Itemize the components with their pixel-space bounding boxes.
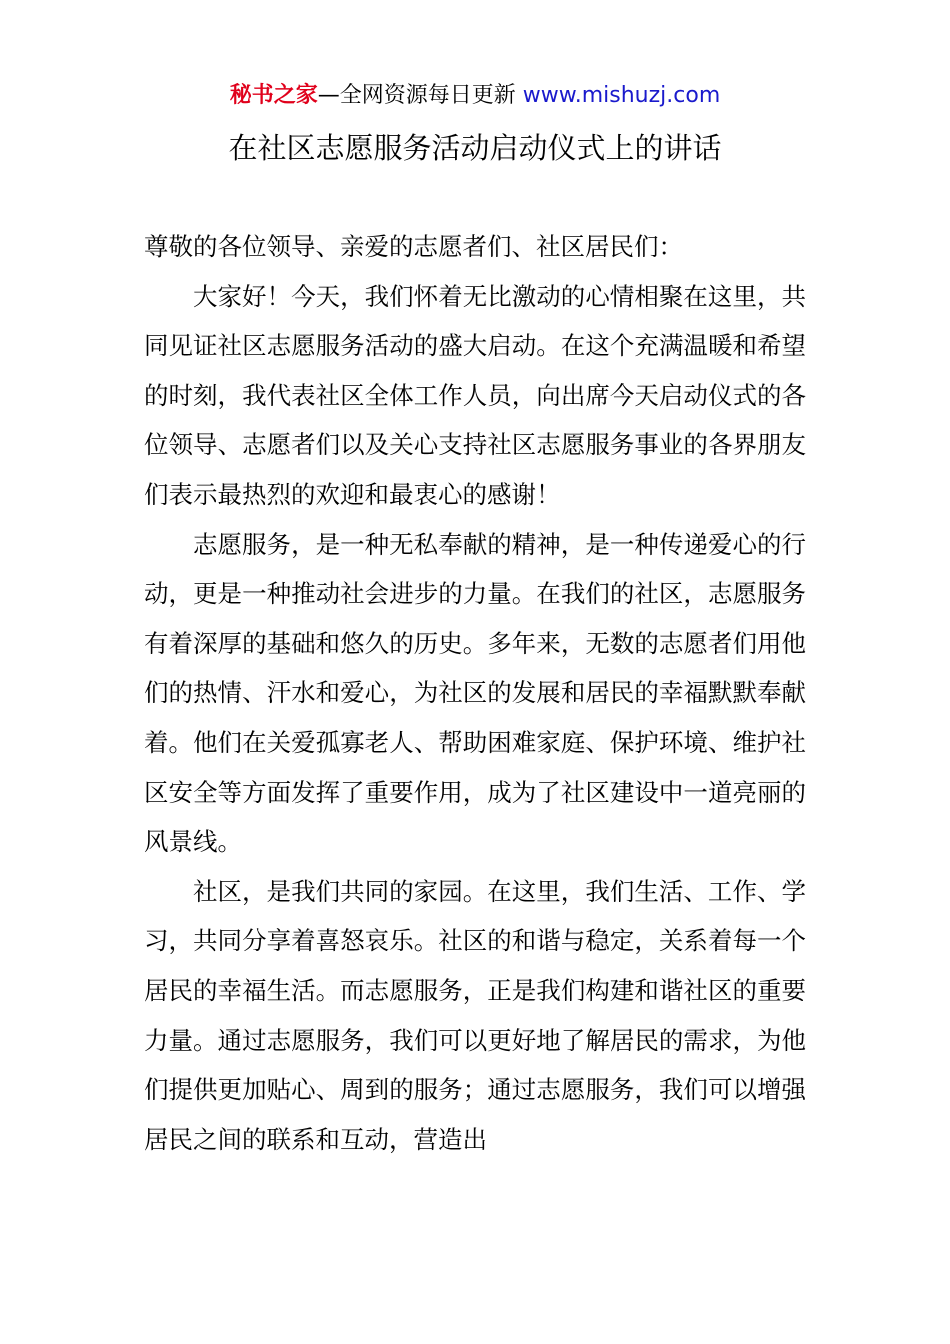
document-title: 在社区志愿服务活动启动仪式上的讲话 bbox=[228, 131, 722, 165]
document-body bbox=[144, 222, 806, 1164]
brand-name: 秘书之家 bbox=[229, 83, 318, 108]
salutation: 尊敬的各位领导、亲爱的志愿者们、社区居民们： bbox=[144, 232, 683, 261]
site-header bbox=[0, 80, 950, 112]
site-url-link[interactable]: www.mishuzj.com bbox=[522, 83, 721, 108]
paragraph-1: 大家好！今天，我们怀着无比激动的心情相聚在这里，共同见证社区志愿服务活动的盛大启动。在这个充满温暖和希望的时刻，我代表社区全体工作人员，向出席今天启动仪式的各位领导、志愿者们以及关心支持社区志愿服务事业的各界朋友们表示最热烈的欢迎和最衷心的感谢！ bbox=[144, 281, 806, 509]
paragraph-2: 志愿服务，是一种无私奉献的精神，是一种传递爱心的行动，更是一种推动社会进步的力量。在我们的社区，志愿服务有着深厚的基础和悠久的历史。多年来，无数的志愿者们用他们的热情、汗水和爱心，为社区的发展和居民的幸福默默奉献着。他们在关爱孤寡老人、帮助困难家庭、保护环境、维护社区安全等方面发挥了重要作用，成为了社区建设中一道亮丽的风景线。 bbox=[144, 529, 806, 857]
header-tagline: —全网资源每日更新 bbox=[317, 83, 523, 108]
paragraph-3: 社区，是我们共同的家园。在这里，我们生活、工作、学习，共同分享着喜怒哀乐。社区的和谐与稳定，关系着每一个居民的幸福生活。而志愿服务，正是我们构建和谐社区的重要力量。通过志愿服务，我们可以更好地了解居民的需求，为他们提供更加贴心、周到的服务；通过志愿服务，我们可以增强居民之间的联系和互动，营造出 bbox=[144, 876, 806, 1154]
